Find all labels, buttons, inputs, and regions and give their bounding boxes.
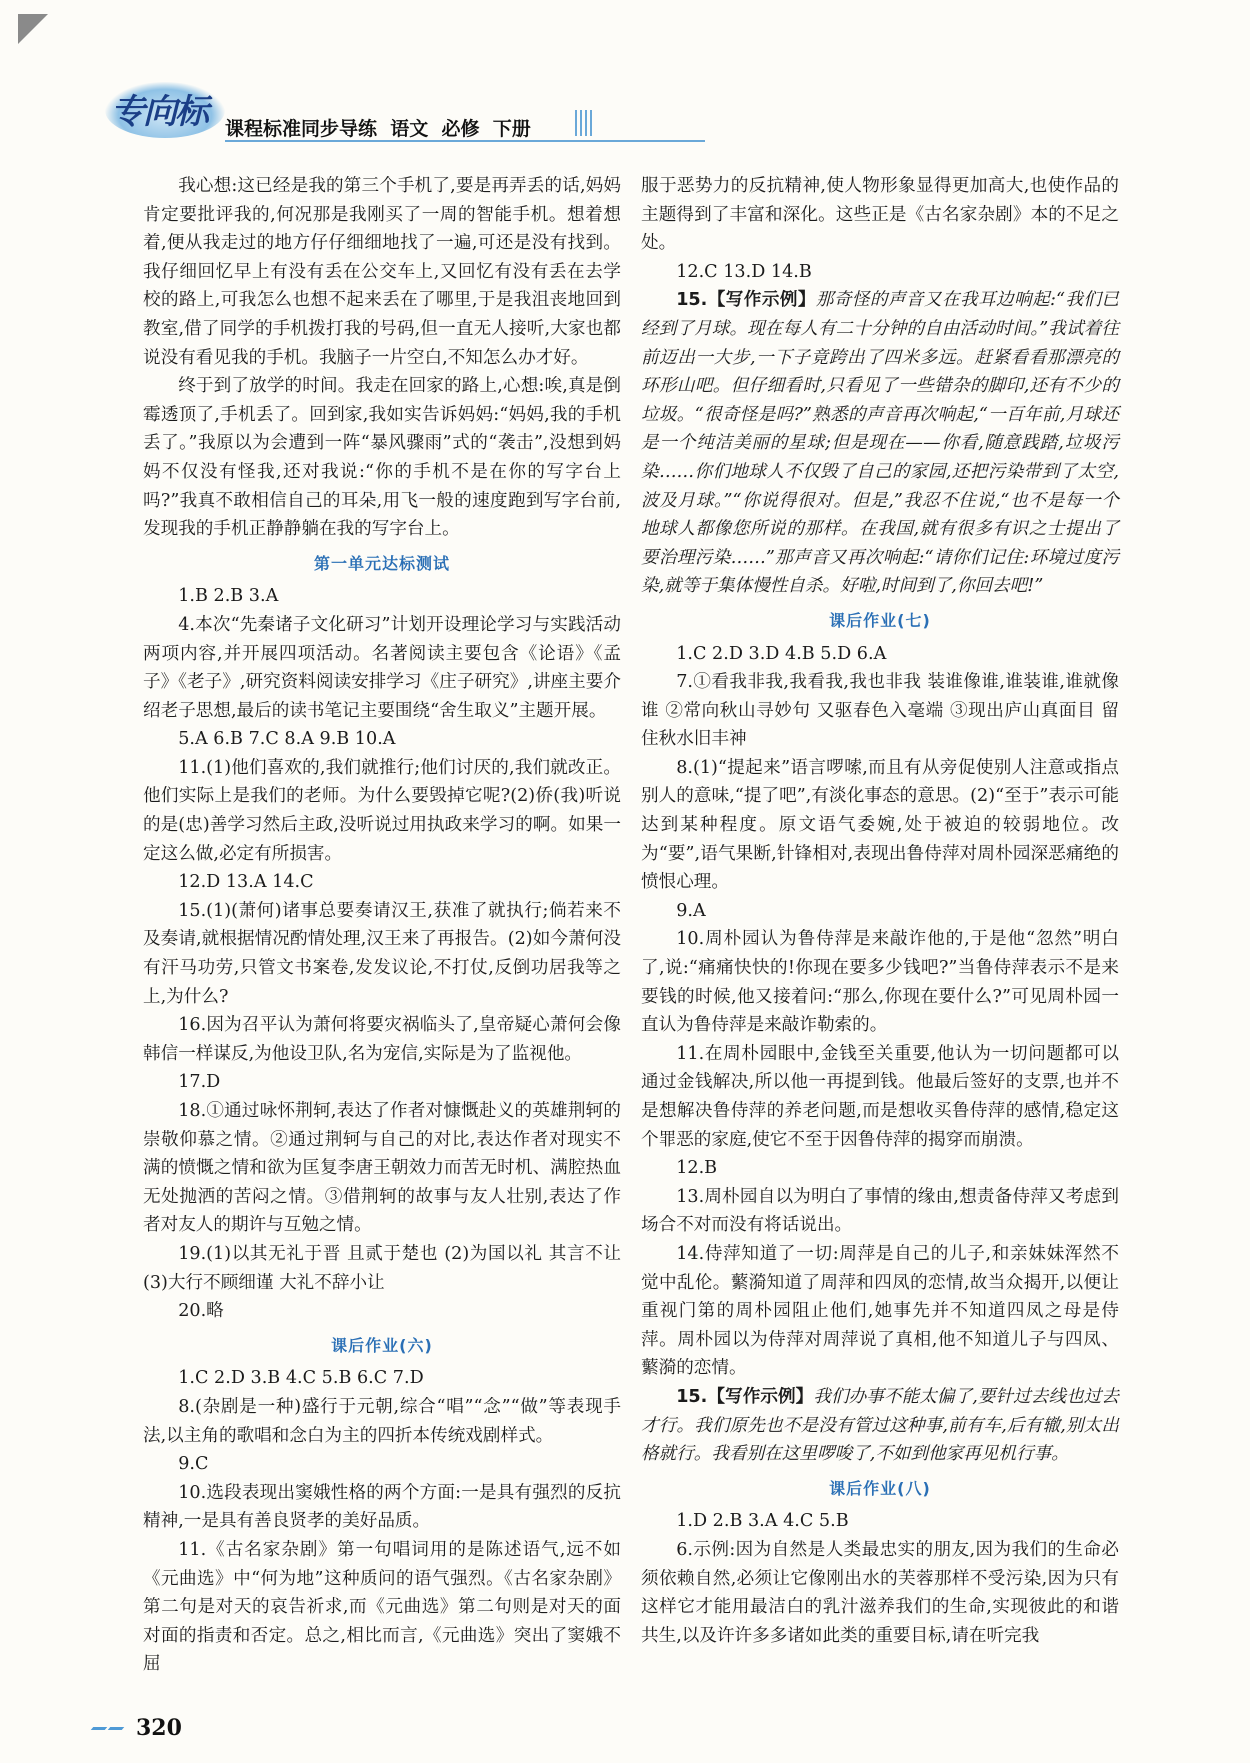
answer-tag: 15.【写作示例】 [676, 1386, 814, 1407]
answer-item: 8.(杂剧是一种)盛行于元朝,综合“唱”“念”“做”等表现手法,以主角的歌唱和念白为主的四折本传统戏剧样式。 [143, 1396, 621, 1446]
brand-logo [105, 82, 225, 138]
section-heading: 课后作业(六) [331, 1335, 433, 1355]
answer-item: 18.①通过咏怀荆轲,表达了作者对慷慨赴义的英雄荆轲的崇敬仰慕之情。②通过荆轲与自己的对比,表达作者对现实不满的愤慨之情和欲为匡复李唐王朝效力而苦无时机、满腔热血无处抛洒的苦闷之情。③借荆轲的故事与友人壮别,表达了作者对友人的期许与互勉之情。 [143, 1101, 621, 1236]
page-corner-mark [18, 14, 48, 44]
answer-item: 9.C [178, 1454, 209, 1475]
answer-item: 6.示例:因为自然是人类最忠实的朋友,因为我们的生命必须依赖自然,必须让它像刚出水的芙蓉那样不受污染,因为只有这样它才能用最洁白的乳汁滋养我们的生命,实现彼此的和谐共生,以及许许多多诸如此类的重要目标,请在听完我 [641, 1539, 1119, 1646]
answer-item: 11.在周朴园眼中,金钱至关重要,他认为一切问题都可以通过金钱解决,所以他一再提到钱。他最后签好的支票,也并不是想解决鲁侍萍的养老问题,而是想收买鲁侍萍的感情,稳定这个罪恶的家庭,使它不至于因鲁侍萍的揭穿而崩溃。 [641, 1043, 1119, 1150]
answer-item: 20.略 [178, 1301, 224, 1322]
answer-text: 我们办事不能太偏了,要针过去线也过去才行。我们原先也不是没有管过这种事,前有车,后有辙,别太出格就行。我看别在这里啰唆了,不如到他家再见机行事。 [641, 1386, 1119, 1465]
answer-item: 1.C 2.D 3.D 4.B 5.D 6.A [676, 643, 887, 664]
answer-item: 12.D 13.A 14.C [178, 872, 314, 893]
section-heading: 课后作业(八) [829, 1478, 931, 1498]
answer-item: 1.B 2.B 3.A [178, 586, 279, 607]
header-rule [225, 140, 705, 142]
answer-item: 9.A [676, 900, 706, 921]
right-column [641, 172, 1119, 1650]
answer-item: 12.C 13.D 14.B [676, 261, 812, 282]
paragraph: 我心想:这已经是我的第三个手机了,要是再弄丢的话,妈妈肯定要批评我的,何况那是我刚买了一周的智能手机。想着想着,便从我走过的地方仔仔细细地找了一遍,可还是没有找到。我仔细回忆早上有没有丢在公交车上,又回忆有没有丢在去学校的路上,可我怎么也想不起来丢在了哪里,于是我沮丧地回到教室,借了同学的手机拨打我的号码,但一直无人接听,大家也都说没有看见我的手机。我脑子一片空白,不知怎么办才好。 [143, 176, 621, 368]
answer-item: 14.侍萍知道了一切:周萍是自己的儿子,和亲妹妹浑然不觉中乱伦。蘩漪知道了周萍和四凤的恋情,故当众揭开,以便让重视门第的周朴园阻止他们,她事先并不知道四凤之母是侍萍。周朴园以为侍萍对周萍说了真相,他不知道儿子与四凤、蘩漪的恋情。 [641, 1243, 1119, 1379]
answer-item: 1.D 2.B 3.A 4.C 5.B [676, 1511, 849, 1532]
page-number: 320 [136, 1715, 182, 1741]
left-column [143, 172, 621, 1679]
answer-item: 4.本次“先秦诸子文化研习”计划开设理论学习与实践活动两项内容,并开展四项活动。名著阅读主要包含《论语》《孟子》《老子》,研究资料阅读安排学习《庄子研究》,讲座主要介绍老子思想,最后的读书笔记主要围绕“舍生取义”主题开展。 [143, 614, 621, 721]
header-decoration [575, 110, 592, 136]
paragraph: 终于到了放学的时间。我走在回家的路上,心想:唉,真是倒霉透顶了,手机丢了。回到家,我如实告诉妈妈:“妈妈,我的手机丢了。”我原以为会遭到一阵“暴风骤雨”式的“袭击”,没想到妈妈不仅没有怪我,还对我说:“你的手机不是在你的写字台上吗?”我真不敢相信自己的耳朵,用飞一般的速度跑到写字台前,发现我的手机正静静躺在我的写字台上。 [143, 376, 621, 540]
book-title: 课程标准同步导练 语文 必修 下册 [225, 118, 531, 140]
answer-item: 8.(1)“提起来”语言啰嗦,而且有从旁促使别人注意或指点别人的意味,“提了吧”,有淡化事态的意思。(2)“至于”表示可能达到某种程度。原文语气委婉,处于被迫的较弱地位。改为“要”,语气果断,针锋相对,表现出鲁侍萍对周朴园深恶痛绝的愤恨心理。 [641, 757, 1119, 893]
page-header [105, 82, 1145, 144]
answer-item [641, 1383, 1119, 1469]
answer-item: 10.选段表现出窦娥性格的两个方面:一是具有强烈的反抗精神,一是具有善良贤孝的美好品质。 [143, 1482, 621, 1532]
answer-item: 7.①看我非我,我看我,我也非我 装谁像谁,谁装谁,谁就像谁 ②常向秋山寻妙句 又驱春色入毫端 ③现出庐山真面目 留住秋水旧丰神 [641, 672, 1119, 750]
answer-item: 10.周朴园认为鲁侍萍是来敲诈他的,于是他“忽然”明白了,说:“痛痛快快的!你现在要多少钱吧?”当鲁侍萍表示不是来要钱的时候,他又接着问:“那么,你现在要什么?”可见周朴园一直认为鲁侍萍是来敲诈勒索的。 [641, 929, 1119, 1036]
answer-item: 15.(1)(萧何)诸事总要奏请汉王,获准了就执行;倘若来不及奏请,就根据情况酌情处理,汉王来了再报告。(2)如今萧何没有汗马功劳,只管文书案卷,发发议论,不打仗,反倒功居我等之上,为什么? [143, 900, 621, 1007]
section-heading: 课后作业(七) [829, 610, 931, 630]
answer-item: 17.D [178, 1072, 221, 1093]
chevron-decoration-icon [92, 1727, 123, 1730]
answer-item: 11.《古名家杂剧》第一句唱词用的是陈述语气,远不如《元曲选》中“何为地”这种质问的语气强烈。《古名家杂剧》第二句是对天的哀告祈求,而《元曲选》第二句则是对天的面对面的指责和否定。总之,相比而言,《元曲选》突出了窦娥不屈 [143, 1539, 621, 1675]
answer-item: 1.C 2.D 3.B 4.C 5.B 6.C 7.D [178, 1368, 424, 1389]
paragraph: 服于恶势力的反抗精神,使人物形象显得更加高大,也使作品的主题得到了丰富和深化。这些正是《古名家杂剧》本的不足之处。 [641, 176, 1119, 254]
answer-item: 11.(1)他们喜欢的,我们就推行;他们讨厌的,我们就改正。他们实际上是我们的老师。为什么要毁掉它呢?(2)侨(我)听说的是(忠)善学习然后主政,没听说过用执政来学习的啊。如果一定这么做,必定有所损害。 [143, 757, 621, 864]
answer-item: 16.因为召平认为萧何将要灾祸临头了,皇帝疑心萧何会像韩信一样谋反,为他设卫队,名为宠信,实际是为了监视他。 [143, 1015, 621, 1064]
brand-logo-text: 专向标 [111, 92, 207, 132]
answer-item [641, 286, 1119, 601]
answer-item: 12.B [676, 1158, 718, 1179]
section-heading: 第一单元达标测试 [313, 553, 450, 573]
answer-tag: 15.【写作示例】 [676, 290, 816, 311]
answer-item: 19.(1)以其无礼于晋 且贰于楚也 (2)为国以礼 其言不让 (3)大行不顾细谨 大礼不辞小让 [143, 1243, 621, 1293]
answer-item: 5.A 6.B 7.C 8.A 9.B 10.A [178, 729, 396, 750]
answer-text: 那奇怪的声音又在我耳边响起:“我们已经到了月球。现在每人有二十分钟的自由活动时间。”我试着往前迈出一大步,一下子竟跨出了四米多远。赶紧看看那漂亮的环形山吧。但仔细看时,只看见了一些错杂的脚印,还有不少的垃圾。“很奇怪是吗?”熟悉的声音再次响起,“一百年前,月球还是一个纯洁美丽的星球;但是现在——你看,随意践踏,垃圾污染……你们地球人不仅毁了自己的家园,还把污染带到了太空,波及月球。”“你说得很对。但是,”我忍不住说,“也不是每一个地球人都像您所说的那样。在我国,就有很多有识之士提出了要治理污染……”那声音又再次响起:“请你们记住:环境过度污染,就等于集体慢性自杀。好啦,时间到了,你回去吧!” [641, 290, 1119, 597]
answer-item: 13.周朴园自以为明白了事情的缘由,想责备侍萍又考虑到场合不对而没有将话说出。 [641, 1186, 1119, 1236]
